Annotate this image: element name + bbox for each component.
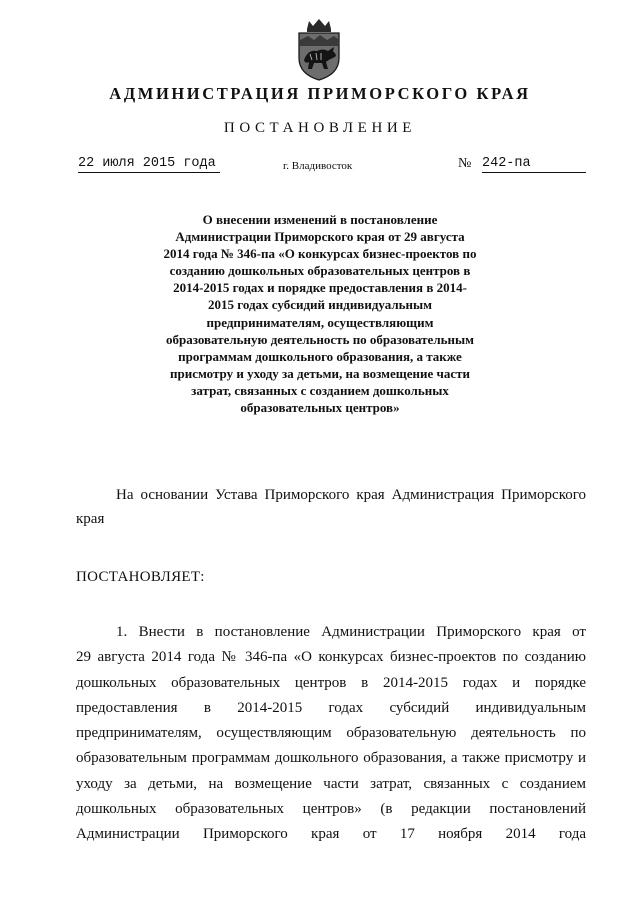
basis-line: края bbox=[76, 511, 105, 527]
item-line: уходу за детьми, на возмещение части затрат, связанных с созданием bbox=[76, 775, 586, 792]
document-type: ПОСТАНОВЛЕНИЕ bbox=[223, 120, 417, 136]
item-line: Администрации Приморского края от 17 ноября 2014 года bbox=[76, 826, 586, 843]
heading-line: затрат, связанных с созданием дошкольных bbox=[191, 382, 449, 398]
item-line: дошкольных образовательных центров в 2014-2015 годах и порядке bbox=[76, 674, 586, 691]
item-line: дошкольных образовательных центров» (в редакции постановлений bbox=[76, 801, 586, 818]
item-1-paragraph bbox=[76, 620, 586, 848]
heading-line: 2015 годах субсидий индивидуальным bbox=[207, 297, 432, 313]
item-line: предпринимателям, осуществляющим образовательную деятельность по bbox=[76, 725, 586, 742]
heading-line: 2014-2015 годах и порядке предоставления в 2014- bbox=[173, 280, 467, 296]
item-line: предоставления в 2014-2015 годах субсидий индивидуальным bbox=[76, 699, 586, 716]
heading-line: программам дошкольного образования, а также bbox=[178, 348, 462, 364]
decree-word: ПОСТАНОВЛЯЕТ: bbox=[76, 569, 205, 585]
coat-of-arms-icon bbox=[290, 16, 348, 82]
document-date: 22 июля 2015 года bbox=[78, 156, 220, 173]
item-line: 29 августа 2014 года № 346-па «О конкурсах бизнес-проектов по созданию bbox=[76, 649, 586, 666]
heading-line: созданию дошкольных образовательных центров в bbox=[169, 263, 471, 279]
item-line: образовательным программам дошкольного образования, а также присмотру и bbox=[76, 750, 586, 767]
basis-paragraph bbox=[76, 483, 586, 531]
number-label: № bbox=[458, 156, 472, 171]
heading-line: образовательных центров» bbox=[240, 400, 400, 416]
document-city: г. Владивосток bbox=[283, 160, 353, 172]
heading-line: образовательную деятельность по образовательным bbox=[165, 331, 474, 347]
heading-line: присмотру и уходу за детьми, на возмещение части bbox=[169, 365, 471, 381]
item-line: 1. Внести в постановление Администрации Приморского края от bbox=[116, 624, 586, 640]
heading-line: Администрации Приморского края от 29 августа bbox=[175, 229, 465, 245]
heading-line: предпринимателям, осуществляющим bbox=[206, 314, 434, 330]
document-heading bbox=[130, 211, 510, 416]
document-number: 242-па bbox=[482, 156, 586, 173]
basis-line: На основании Устава Приморского края Администрация Приморского bbox=[116, 487, 586, 503]
organization-title: АДМИНИСТРАЦИЯ ПРИМОРСКОГО КРАЯ bbox=[109, 84, 531, 103]
heading-line: О внесении изменений в постановление bbox=[202, 212, 438, 227]
heading-line: 2014 года № 346-па «О конкурсах бизнес-проектов по bbox=[163, 246, 477, 262]
